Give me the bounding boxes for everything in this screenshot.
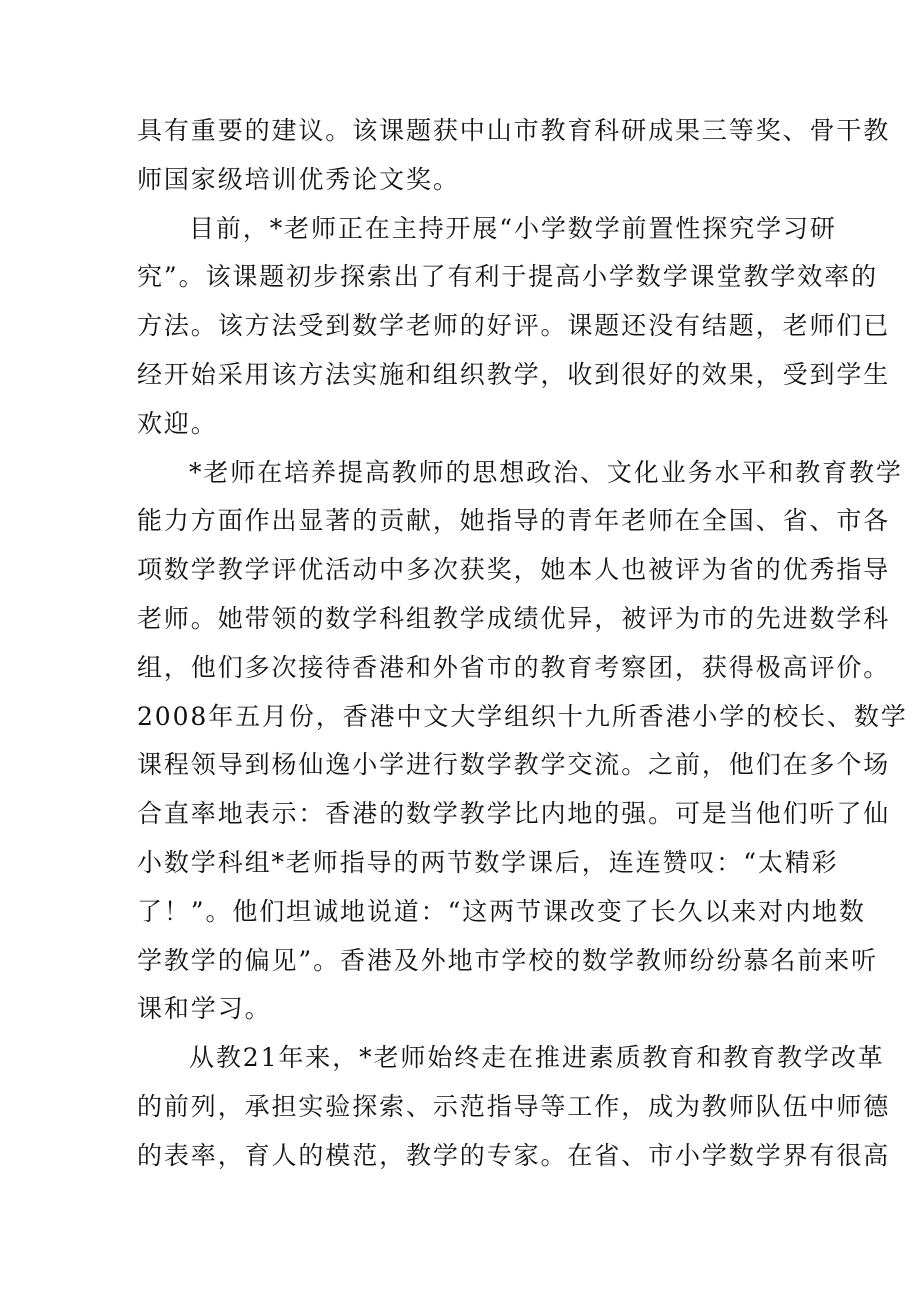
- text-line: 方法。该方法受到数学老师的好评。课题还没有结题，老师们已: [137, 311, 891, 341]
- text-line: 课和学习。: [137, 994, 272, 1024]
- text-line: 经开始采用该方法实施和组织教学，收到很好的效果，受到学生: [137, 359, 891, 389]
- text-line: 老师。她带领的数学科组教学成绩优异，被评为市的先进数学科: [137, 603, 891, 633]
- paragraph-2: [137, 205, 891, 449]
- text-line: 合直率地表示：香港的数学教学比内地的强。可是当他们听了仙: [137, 799, 891, 829]
- paragraph-1: [137, 107, 891, 205]
- text-line: *老师在培养提高教师的思想政治、文化业务水平和教育教学: [189, 457, 903, 487]
- text-line: 学教学的偏见”。香港及外地市学校的数学教师纷纷慕名前来听: [137, 945, 878, 975]
- paragraph-4: [137, 1034, 891, 1180]
- text-line: 组，他们多次接待香港和外省市的教育考察团，获得极高评价。: [137, 652, 891, 682]
- text-line: 师国家级培训优秀论文奖。: [137, 164, 460, 194]
- text-line: 项数学教学评优活动中多次获奖，她本人也被评为省的优秀指导: [137, 555, 891, 585]
- text-line: 具有重要的建议。该课题获中山市教育科研成果三等奖、骨干教: [137, 116, 891, 145]
- text-line: 的表率，育人的模范，教学的专家。在省、市小学数学界有很高: [137, 1140, 891, 1170]
- text-line: 目前，*老师正在主持开展“小学数学前置性探究学习研: [189, 213, 837, 243]
- document-body: [137, 107, 908, 1181]
- text-line: 的前列，承担实验探索、示范指导等工作，成为教师队伍中师德: [137, 1091, 891, 1121]
- text-line: 了！”。他们坦诚地说道：“这两节课改变了长久以来对内地数: [137, 896, 866, 926]
- paragraph-3: [137, 449, 908, 1035]
- text-line: 从教21年来，*老师始终走在推进素质教育和教育教学改革: [189, 1043, 885, 1073]
- text-line: 能力方面作出显著的贡献，她指导的青年老师在全国、省、市各: [137, 506, 891, 536]
- text-line: 2008年五月份，香港中文大学组织十九所香港小学的校长、数学: [137, 701, 908, 731]
- text-line: 究”。该课题初步探索出了有利于提高小学数学课堂教学效率的: [137, 262, 878, 292]
- text-line: 小数学科组*老师指导的两节数学课后，连连赞叹：“太精彩: [137, 847, 839, 877]
- text-line: 欢迎。: [137, 408, 218, 438]
- text-line: 课程领导到杨仙逸小学进行数学教学交流。之前，他们在多个场: [137, 750, 891, 780]
